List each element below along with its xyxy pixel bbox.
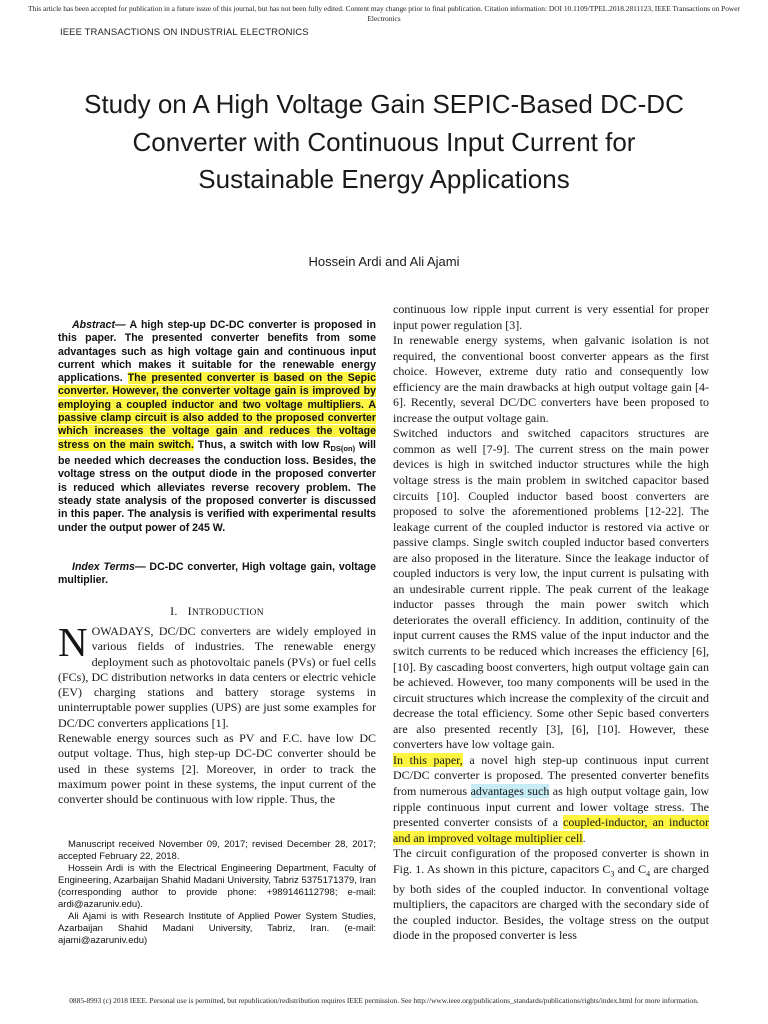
right-column-text bbox=[393, 302, 709, 944]
right-paragraph-2: In renewable energy systems, when galvanic isolation is not required, the conventional boost converter appears as the first choice. However, extreme duty ratio and consequently low efficiency are the main drawbacks at high output voltage gain [4-6]. Recently, several DC/DC converters have been proposed to increase the output voltage gain. bbox=[393, 333, 709, 425]
dropcap-letter: N bbox=[58, 619, 88, 665]
abstract-text-1: A high step-up DC-DC converter is proposed in this paper. The presented converter benefits from some advantages such as high voltage gain and continuous input current which makes it suitable for the renewable energy applications. bbox=[58, 319, 376, 385]
paper-authors: Hossein Ardi and Ali Ajami bbox=[308, 254, 460, 269]
abstract bbox=[58, 319, 376, 535]
intro-paragraph-2: Renewable energy sources such as PV and F.C. have low DC output voltage. Thus, high step-up DC-DC converter should be used in these systems [2]. Moreover, in order to track the maximum power point in these systems, the input current of the converter should be continuous with low ripple. Thus, the bbox=[58, 731, 376, 807]
intro-paragraph-1-text: OWADAYS, DC/DC converters are widely employed in various fields of industries. The renewable energy deployment such as photovoltaic panels (PVs) or fuel cells (FCs), DC distribution networks in data centers or electric vehicle (EV) charging stations and battery storage systems in uninterruptable power supplies (UPS) are just some examples for DC/DC converters applications [1]. bbox=[58, 624, 376, 730]
subscript-c3: 3 bbox=[610, 869, 615, 879]
footnote-author-2: Ali Ajami is with Research Institute of Applied Power System Studies, Azarbaijan Shahid Madani University, Tabriz, Iran. (e-mail: ajami@azaruniv.edu) bbox=[58, 911, 376, 946]
section-number: I. bbox=[170, 604, 178, 618]
right-paragraph-4 bbox=[393, 753, 709, 846]
highlight-in-this-paper: In this paper, bbox=[393, 752, 463, 767]
section-title-initial: I bbox=[187, 604, 192, 618]
abstract-highlight: The presented converter is based on the Sepic converter. However, the converter voltage gain is improved by employing a coupled inductor and two voltage multipliers. A passive clamp circuit is also added to the proposed converter which increases the voltage gain and reduces the voltage stress on the main switch. bbox=[58, 372, 376, 451]
footnotes bbox=[58, 839, 376, 947]
subscript-c4: 4 bbox=[646, 869, 651, 879]
index-terms bbox=[58, 561, 376, 588]
highlight-coupled-inductor: coupled-inductor, an inductor and an improved voltage multiplier cell bbox=[393, 815, 710, 845]
section-title-rest: NTRODUCTION bbox=[191, 608, 264, 618]
right-paragraph-4-text-c: . bbox=[582, 830, 586, 845]
highlight-advantages-such: advantages such bbox=[470, 783, 550, 798]
paper-title: Study on A High Voltage Gain SEPIC-Based DC-DC Converter with Continuous Input Current for Sustainable Energy Applications bbox=[84, 89, 684, 194]
publication-banner: This article has been accepted for publication in a future issue of this journal, but has not been fully edited. Content may change prior to final publication. Citation information: DOI 10.1109/TPEL.2018.2811123, IEEE Transactions on Power Electronics bbox=[27, 4, 740, 23]
intro-paragraph-1 bbox=[58, 619, 376, 731]
right-paragraph-3: Switched inductors and switched capacitors structures are common as well [7-9]. The current stress on the main power devices is high in switched inductor structures while the high voltage stress is the main problem in switched capacitor based circuits [10]. Coupled inductor based boost converters are proposed to solve the aforementioned problems [12-22]. The leakage current of the coupled inductor is restored via active or passive clamps. Single switch coupled inductor based converters are also proposed in the literature. Since the leakage inductor of coupled inductors is very low, the input current is pulsating with an undesirable current ripple. The peak current of the leakage inductor passes through the main power switch which deteriorates the overall efficiency. In addition, continuity of the input current causes the RMS value of the input inductor and the switch currents to be reduced which increases the efficiency [6], [10]. By cascading boost converters, high output voltage gain can be achieved. However, too many components will be used in the circuit structures which increase the complexity of the circuit and decrease the total efficiency. Some other Sepic based converters are also presented recently [3], [6], [10]. However, these converters have low voltage gain. bbox=[393, 426, 709, 752]
journal-header: IEEE TRANSACTIONS ON INDUSTRIAL ELECTRONICS bbox=[60, 27, 309, 38]
introduction-text bbox=[58, 619, 376, 808]
index-terms-dash: — bbox=[134, 561, 150, 573]
right-paragraph-5-text-c: are charged by both sides of the coupled inductor. In conventional voltage multipliers, the capacitors are charged with the secondary side of the coupled inductor. Besides, the voltage stress on the output diode in the proposed converter is less bbox=[393, 861, 709, 943]
right-paragraph-1: continuous low ripple input current is very essential for proper input power regulation [3]. bbox=[393, 302, 709, 332]
footnote-author-1: Hossein Ardi is with the Electrical Engineering Department, Faculty of Engineering, Azarbaijan Shahid Madani University, Tabriz 5375171379, Iran (corresponding author to provide phone: +989146112798; e-mail: ardi@azaruniv.edu). bbox=[58, 863, 376, 910]
right-paragraph-5 bbox=[393, 846, 709, 944]
rds-subscript: DS(on) bbox=[330, 443, 356, 453]
abstract-text-2b: will be needed which decreases the conduction loss. Besides, the voltage stress on the output diode in the proposed converter is reduced which alleviates reverse recovery problem. The steady state analysis of the proposed converter is discussed in this paper. The analysis is verified with experimental results under the output power of 245 W. bbox=[58, 438, 376, 534]
right-paragraph-5-text-b: and C bbox=[614, 861, 647, 876]
section-heading-introduction bbox=[58, 604, 376, 619]
index-terms-label: Index Terms bbox=[72, 561, 135, 573]
abstract-text-2a: Thus, a switch with low R bbox=[193, 438, 331, 451]
copyright-footer: 0885-8993 (c) 2018 IEEE. Personal use is permitted, but republication/redistribution requires IEEE permission. See http://www.ieee.org/publications_standards/publications/rights/index.html for more information. bbox=[69, 996, 699, 1005]
index-terms-text: DC-DC converter, High voltage gain, voltage multiplier. bbox=[58, 561, 376, 587]
footnote-manuscript: Manuscript received November 09, 2017; revised December 28, 2017; accepted February 22, 2018. bbox=[58, 839, 376, 862]
abstract-label: Abstract bbox=[72, 319, 115, 331]
abstract-dash: — bbox=[114, 319, 130, 331]
right-paragraph-5-text-a: The circuit configuration of the proposed converter is shown in Fig. 1. As shown in this picture, capacitors C bbox=[393, 846, 709, 876]
right-paragraph-4-text-b: as high output voltage gain, low ripple continuous input current and lower voltage stress. The presented converter consists of a bbox=[393, 783, 710, 830]
right-paragraph-4-text-a: a novel high step-up continuous input current DC/DC converter is proposed. The presented converter benefits from numerous bbox=[393, 752, 709, 798]
